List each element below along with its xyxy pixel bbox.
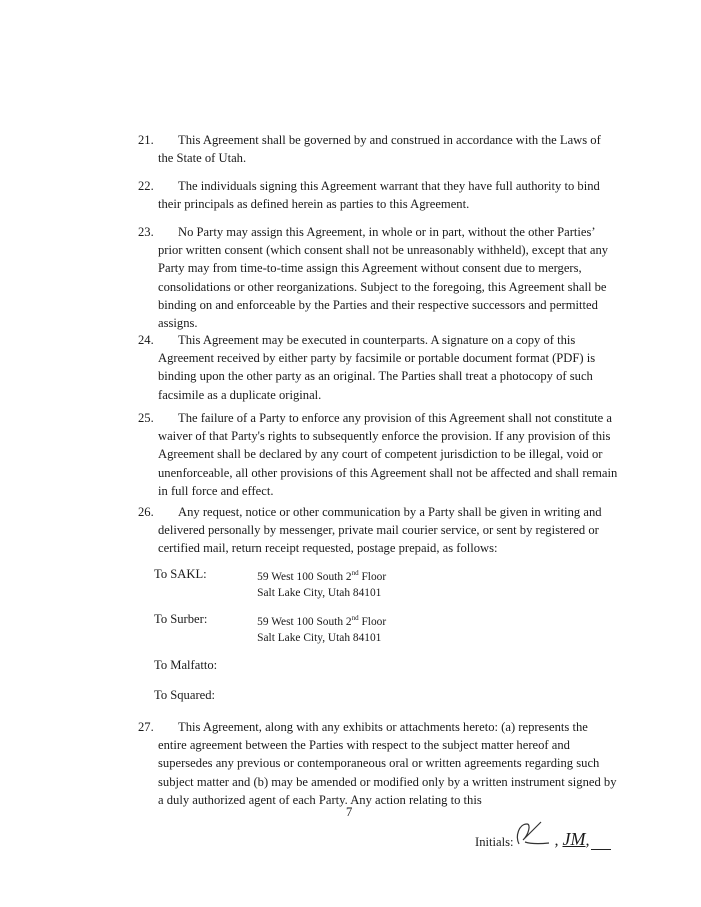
initials-blank-line <box>591 835 611 850</box>
clause-21 <box>138 131 618 167</box>
clause-number: 23. <box>138 225 154 239</box>
clause-24 <box>138 331 618 404</box>
address-malfatto <box>154 656 254 674</box>
clause-number: 27. <box>138 720 154 734</box>
clause-26 <box>138 503 618 558</box>
clause-number: 26. <box>138 505 154 519</box>
initials-block <box>475 818 611 850</box>
address-lines <box>257 610 386 647</box>
clause-25 <box>138 409 618 500</box>
address-line-1: 59 West 100 South 2nd Floor <box>257 614 387 628</box>
clause-number: 24. <box>138 333 154 347</box>
signature-jm: JM <box>562 829 586 849</box>
address-line-2: Salt Lake City, Utah 84101 <box>257 632 382 645</box>
address-lines <box>257 565 386 602</box>
clause-number: 21. <box>138 133 154 147</box>
clause-23 <box>138 223 618 332</box>
separator: , <box>585 832 590 849</box>
clause-text: This Agreement shall be governed by and construed in accordance with the Laws of the State of Utah. <box>158 133 601 166</box>
address-line-1: 59 West 100 South 2nd Floor <box>257 569 387 583</box>
clause-27 <box>138 718 618 809</box>
separator: , <box>554 832 559 849</box>
clause-22 <box>138 177 618 213</box>
clause-text: The individuals signing this Agreement warrant that they have full authority to bind their principals as defined herein as parties to this Agreement. <box>158 179 600 212</box>
clause-number: 22. <box>138 179 154 193</box>
address-label: To Surber: <box>154 612 208 626</box>
clause-text: Any request, notice or other communication by a Party shall be given in writing and delivered personally by messenger, private mail courier service, or sent by registered or certified mail, return receipt requested, postage prepaid, as follows: <box>158 505 602 556</box>
address-label: To Malfatto: <box>154 658 218 672</box>
clause-text: No Party may assign this Agreement, in whole or in part, without the other Parties’ prior written consent (which consent shall not be unreasonably withheld), except that any Party may from time-to-time assign this Agreement without consent due to mergers, consolidations or other reorganizations. Subject to the foregoing, this Agreement shall be binding on and enforceable by the Parties and their respective successors and permitted assigns. <box>158 225 609 331</box>
clause-text: This Agreement may be executed in counterparts. A signature on a copy of this Agreement received by either party by facsimile or portable document format (PDF) is binding upon the other party as an original. The Parties shall treat a photocopy of such facsimile as a duplicate original. <box>158 333 596 402</box>
signature-mark <box>513 818 553 850</box>
address-label: To SAKL: <box>154 567 207 581</box>
page-number: 7 <box>346 805 353 819</box>
clause-number: 25. <box>138 411 154 425</box>
address-sakl <box>154 565 386 602</box>
address-surber <box>154 610 386 647</box>
address-squared <box>154 686 254 704</box>
initials-label: Initials: <box>475 835 514 849</box>
clause-text: This Agreement, along with any exhibits or attachments hereto: (a) represents the entire agreement between the Parties with respect to the subject matter hereof and supersedes any previous or contemporaneous oral or written agreements regarding such subject matter and (b) may be amended or modified only by a written instrument signed by a duly authorized agent of each Party. Any action relating to this <box>158 720 617 807</box>
clause-text: The failure of a Party to enforce any provision of this Agreement shall not constitute a waiver of that Party's rights to subsequently enforce the provision. If any provision of this Agreement shall be declared by any court of competent jurisdiction to be illegal, void or unenforceable, all other provisions of this Agreement shall not be affected and shall remain in full force and effect. <box>158 411 618 498</box>
address-line-2: Salt Lake City, Utah 84101 <box>257 587 382 600</box>
address-label: To Squared: <box>154 688 216 702</box>
